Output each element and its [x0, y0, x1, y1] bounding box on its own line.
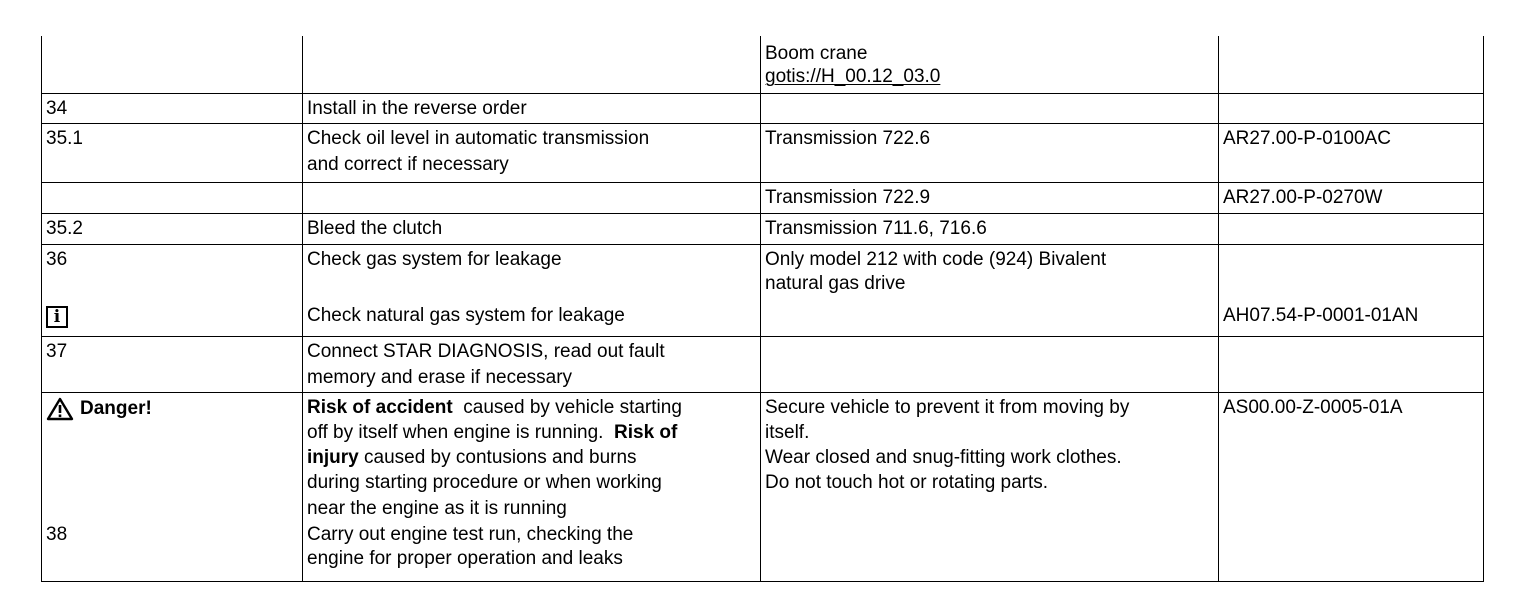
risk-accident-label: Risk of accident — [307, 396, 453, 418]
danger-label — [46, 397, 152, 421]
operation-cell — [303, 336, 761, 392]
step-number: 38 — [46, 523, 68, 545]
step-number: 36 — [46, 248, 68, 270]
note-cell: Transmission 722.6 — [761, 123, 1219, 182]
operation-text: Check natural gas system for leakage — [307, 304, 625, 326]
operation-text: Carry out engine test run, checking the — [307, 523, 634, 545]
step-cell: 34 — [42, 93, 303, 123]
step-cell: 37 — [42, 336, 303, 392]
note-text: Do not touch hot or rotating parts. — [765, 471, 1049, 493]
operation-text: memory and erase if necessary — [307, 366, 573, 388]
note-cell: Transmission 711.6, 716.6 — [761, 213, 1219, 244]
note-cell — [761, 392, 1219, 581]
step-cell — [42, 182, 303, 213]
doc-link[interactable]: AH07.54-P-0001-01AN — [1223, 304, 1419, 326]
table-row — [42, 336, 1484, 392]
risk-text: caused by vehicle starting — [452, 396, 682, 418]
risk-text: during starting procedure or when working — [307, 471, 662, 493]
risk-line — [307, 445, 755, 470]
gotis-link[interactable]: gotis://H_00.12_03.0 — [765, 66, 941, 87]
note-text: natural gas drive — [765, 272, 906, 294]
doc-cell — [1219, 244, 1484, 336]
operation-text: and correct if necessary — [307, 153, 509, 175]
note-text: Only model 212 with code (924) Bivalent — [765, 248, 1107, 270]
table-row — [42, 213, 1484, 244]
risk-injury-label: injury — [307, 446, 359, 468]
risk-text: off by itself when engine is running. — [307, 421, 615, 443]
risk-line — [307, 420, 755, 445]
risk-text: near the engine as it is running — [307, 497, 567, 519]
doc-cell — [1219, 336, 1484, 392]
note-text: itself. — [765, 421, 810, 443]
danger-text: Danger! — [80, 397, 152, 419]
operation-cell: Bleed the clutch — [303, 213, 761, 244]
note-text: Wear closed and snug-fitting work clothes. — [765, 446, 1122, 468]
table-row — [42, 36, 1484, 93]
operation-text: engine for proper operation and leaks — [307, 547, 623, 569]
step-cell — [42, 244, 303, 336]
doc-cell — [1219, 36, 1484, 93]
table-row — [42, 123, 1484, 182]
note-cell — [761, 336, 1219, 392]
note-text: Boom crane — [765, 43, 868, 64]
operation-text: Check oil level in automatic transmission — [307, 127, 650, 149]
doc-link[interactable]: AR27.00-P-0270W — [1219, 182, 1484, 213]
operation-cell — [303, 123, 761, 182]
risk-line — [307, 395, 755, 420]
step-cell: 35.2 — [42, 213, 303, 244]
risk-text: caused by contusions and burns — [358, 446, 637, 468]
doc-cell — [1219, 93, 1484, 123]
note-cell — [761, 93, 1219, 123]
step-cell: 35.1 — [42, 123, 303, 182]
table-row — [42, 182, 1484, 213]
doc-cell — [1219, 213, 1484, 244]
operation-cell — [303, 182, 761, 213]
doc-link[interactable]: AS00.00-Z-0005-01A — [1223, 396, 1403, 418]
table-row — [42, 93, 1484, 123]
doc-cell — [1219, 392, 1484, 581]
risk-injury-label: Risk of — [614, 421, 678, 443]
operation-cell: Install in the reverse order — [303, 93, 761, 123]
procedure-table — [41, 36, 1484, 582]
note-cell — [761, 36, 1219, 93]
step-cell — [42, 392, 303, 581]
step-cell — [42, 36, 303, 93]
operation-cell — [303, 244, 761, 336]
note-cell — [761, 244, 1219, 336]
doc-link[interactable]: AR27.00-P-0100AC — [1219, 123, 1484, 182]
table-row — [42, 244, 1484, 336]
table-row — [42, 392, 1484, 581]
operation-cell — [303, 36, 761, 93]
operation-text: Connect STAR DIAGNOSIS, read out fault — [307, 340, 665, 362]
operation-text: Check gas system for leakage — [307, 248, 562, 270]
info-icon: i — [46, 306, 68, 328]
note-cell: Transmission 722.9 — [761, 182, 1219, 213]
procedure-sheet — [41, 36, 1483, 582]
warning-triangle-icon — [46, 397, 74, 421]
note-text: Secure vehicle to prevent it from moving by — [765, 396, 1130, 418]
operation-cell — [303, 392, 761, 581]
